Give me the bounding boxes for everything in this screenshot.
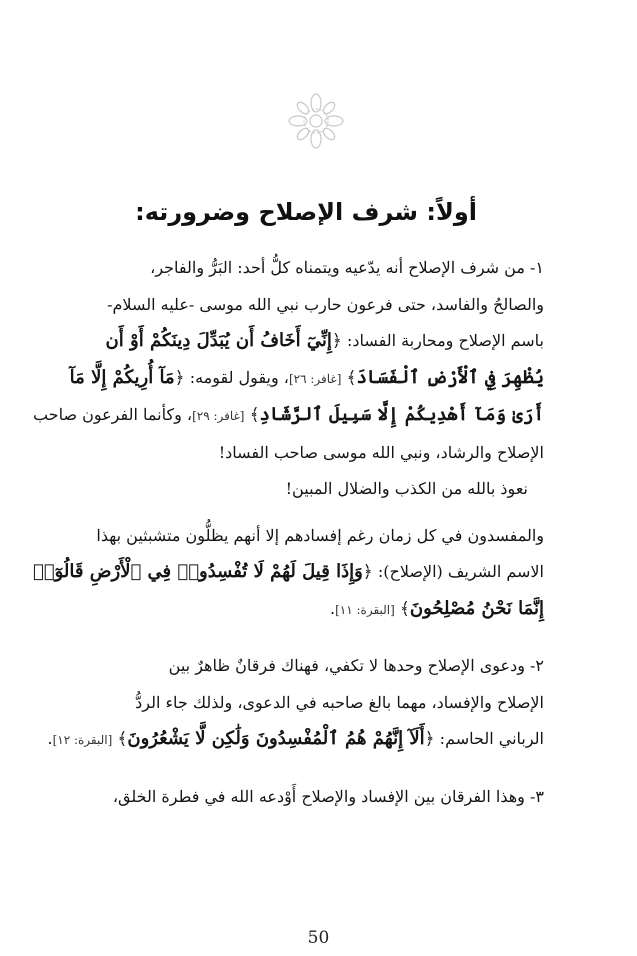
paragraph-1	[32, 250, 544, 508]
section-heading: أولاً: شرف الإصلاح وضرورته:	[135, 198, 477, 226]
verse-citation: [غافر: ٢٦]	[288, 371, 342, 386]
text-line: أَرَىٰ وَمَآ أَهْدِيكُمْ إِلَّا سَبِيلَ ٱلرَّشَادِ﴾ [غافر: ٢٩]، وكأنما الفرعون صاحب	[32, 404, 544, 425]
paragraph-3	[47, 648, 544, 759]
text-line: الإصلاح والإفساد، مهما بالغ صاحبه في الدعوى، ولذلك جاء الردُّ	[135, 692, 544, 712]
text-line: نعوذ بالله من الكذب والضلال المبين!	[285, 479, 528, 498]
text-line: ١- من شرف الإصلاح أنه يدّعيه ويتمناه كلُّ أحد: البَرُّ والفاجر،	[150, 258, 544, 277]
page-number: 50	[307, 928, 330, 948]
quran-verse: مَآ أُرِيكُمْ إِلَّا مَآ	[69, 366, 175, 388]
text-line: والمفسدون في كل زمان رغم إفسادهم إلا أنهم يظلُّون متشبثين بهذا	[96, 525, 544, 545]
quran-verse: وَإِذَا قِيلَ لَهُمْ لَا تُفْسِدُوا۟ فِي ٱلْأَرْضِ قَالُوٓا۟	[33, 561, 363, 582]
verse-citation: [البقرة: ١١]	[335, 602, 395, 617]
quran-verse: إِنَّمَا نَحْنُ مُصْلِحُونَ	[409, 597, 544, 619]
text-line: ٢- ودعوى الإصلاح وحدها لا تكفي، فهناك فرقانٌ ظاهرٌ بين	[168, 656, 544, 675]
text-line: باسم الإصلاح ومحاربة الفساد: ﴿إِنِّيٓ أَخَافُ أَن يُبَدِّلَ دِينَكُمْ أَوْ أَن	[105, 330, 544, 351]
text-line: الإصلاح والرشاد، ونبي الله موسى صاحب الفساد!	[218, 442, 544, 462]
verse-citation: [البقرة: ١٢]	[52, 733, 113, 747]
verse-citation: [غافر: ٢٩]	[192, 409, 245, 423]
text-line: إِنَّمَا نَحْنُ مُصْلِحُونَ﴾ [البقرة: ١١].	[330, 597, 544, 619]
paragraph-2	[33, 518, 544, 629]
paragraph-4	[86, 779, 544, 816]
quran-verse: أَلَآ إِنَّهُمْ هُمُ ٱلْمُفْسِدُونَ وَلَٰكِن لَّا يَشْعُرُونَ	[127, 728, 425, 749]
text-line: يُظْهِرَ فِي ٱلْأَرْضِ ٱلْفَسَادَ﴾ [غافر: ٢٦]، ويقول لقومه: ﴿مَآ أُرِيكُمْ إِلَّا مَآ	[69, 366, 544, 388]
text-line: الاسم الشريف (الإصلاح): ﴿وَإِذَا قِيلَ لَهُمْ لَا تُفْسِدُوا۟ فِي ٱلْأَرْضِ قَالُوٓا۟	[33, 561, 544, 582]
quran-verse: أَرَىٰ وَمَآ أَهْدِيكُمْ إِلَّا سَبِيلَ ٱلرَّشَادِ	[259, 404, 544, 425]
text-line: والصالحُ والفاسد، حتى فرعون حارب نبي الله موسى -عليه السلام-	[107, 294, 544, 314]
text-line: الرباني الحاسم: ﴿أَلَآ إِنَّهُمْ هُمُ ٱلْمُفْسِدُونَ وَلَٰكِن لَّا يَشْعُرُونَ﴾ [البقرة: ١٢].	[47, 728, 544, 749]
page-body	[32, 250, 544, 815]
quran-verse: إِنِّيٓ أَخَافُ أَن يُبَدِّلَ دِينَكُمْ أَوْ أَن	[105, 330, 332, 351]
floral-ornament-icon	[286, 92, 346, 150]
text-line: ٣- وهذا الفرقان بين الإفساد والإصلاح أَوْدعه الله في فطرة الخلق،	[112, 786, 544, 806]
quran-verse: يُظْهِرَ فِي ٱلْأَرْضِ ٱلْفَسَادَ	[356, 366, 544, 388]
